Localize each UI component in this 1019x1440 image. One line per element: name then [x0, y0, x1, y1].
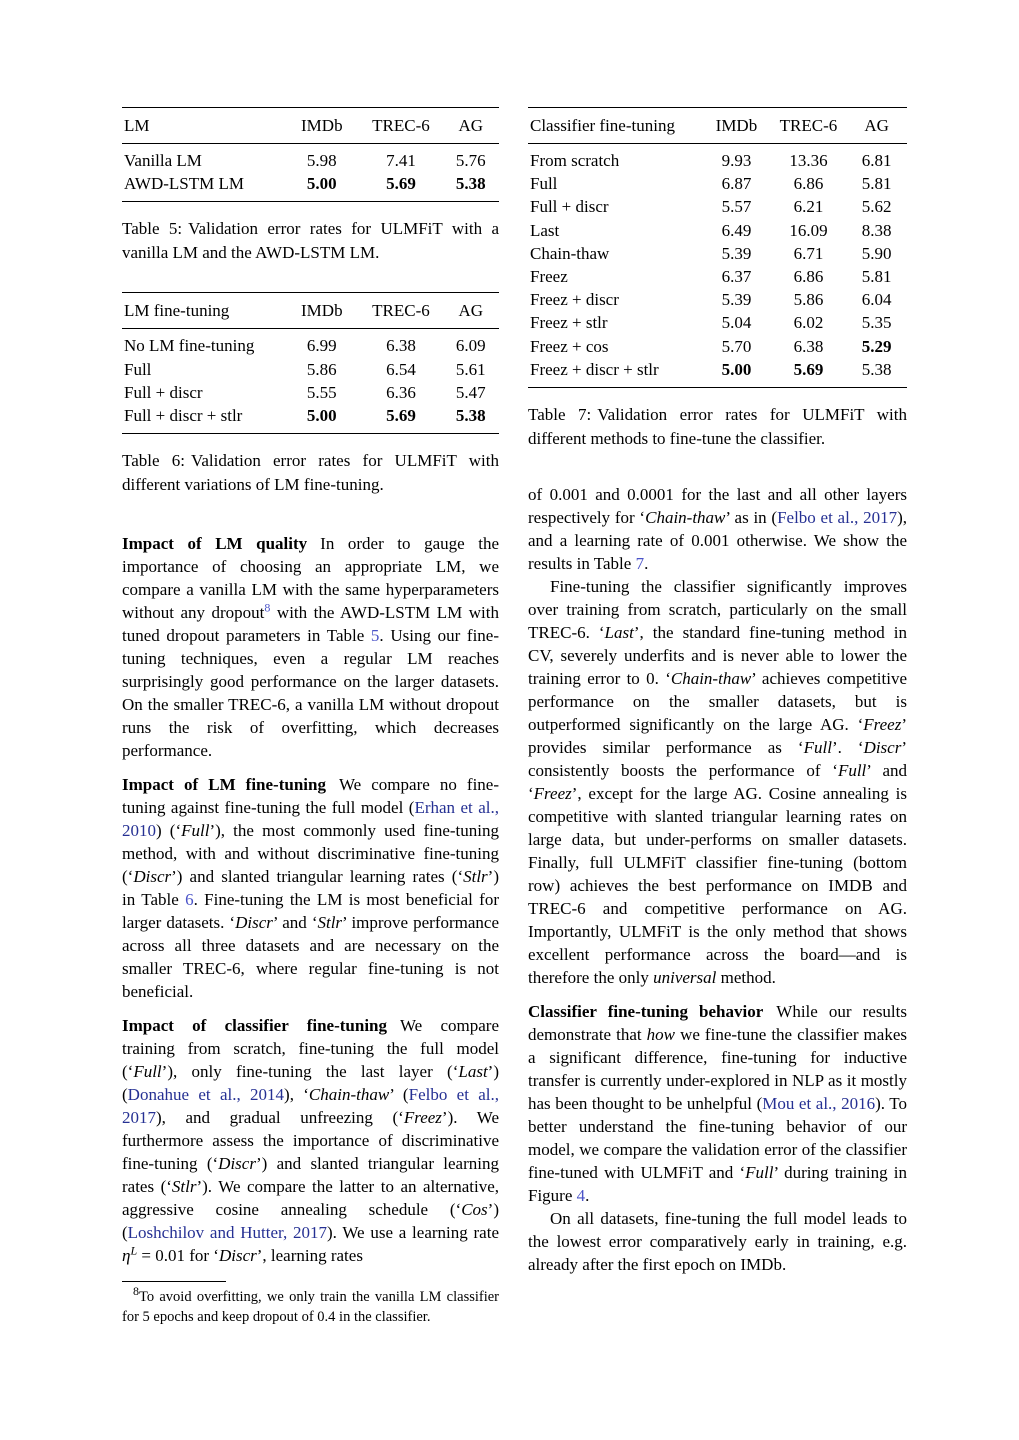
- table-row: [122, 358, 499, 381]
- column-header: AG: [442, 293, 499, 329]
- emphasized-text: Freez: [863, 715, 902, 735]
- row-label: Full + discr: [530, 197, 609, 217]
- table-cell: 6.21: [793, 197, 824, 217]
- paragraph: [528, 1000, 907, 1207]
- table-cell: 9.93: [721, 151, 752, 170]
- emphasized-text: Full: [837, 761, 867, 781]
- paragraph: [122, 1284, 499, 1327]
- emphasized-text: Freez: [533, 784, 572, 804]
- citation-link[interactable]: Felbo et al., 2017: [122, 1085, 500, 1128]
- emphasized-text: Full: [803, 738, 832, 758]
- table-6: [122, 292, 499, 434]
- paragraph: [122, 1014, 499, 1267]
- table-row: [528, 358, 907, 388]
- table-cell: 5.81: [861, 267, 892, 287]
- paragraph-heading: Impact of LM fine-tuning: [122, 775, 326, 795]
- table-cell: 5.98: [306, 151, 337, 170]
- column-header: TREC-6: [360, 293, 443, 329]
- row-label: Last: [530, 220, 560, 240]
- row-label: Freez + stlr: [530, 313, 608, 333]
- text-run: ’ and ‘: [528, 761, 907, 804]
- row-label: Freez + discr: [530, 290, 619, 310]
- text-run: .: [644, 554, 649, 574]
- table-cell: 6.36: [386, 382, 416, 402]
- table-row: [528, 335, 907, 358]
- paragraph-heading: Impact of classifier fine-tuning: [122, 1016, 387, 1036]
- table-cell: 5.69: [386, 174, 416, 194]
- table-cell: 5.00: [721, 359, 752, 379]
- text-run: Fine-tuning the classifier significantly improves over training from scratch, particularly on the small TREC-6. ‘: [528, 577, 907, 643]
- table-row: [122, 404, 499, 434]
- emphasized-text: how: [646, 1025, 676, 1045]
- table-row: [528, 242, 907, 265]
- row-label: Full + discr + stlr: [124, 406, 243, 426]
- column-header: Classifier fine-tuning: [528, 108, 702, 144]
- left-column: [122, 107, 499, 1327]
- table-row: [528, 288, 907, 311]
- column-header: IMDb: [284, 108, 359, 144]
- row-label: Vanilla LM: [124, 151, 202, 170]
- table-5-block: [122, 107, 499, 264]
- emphasized-text: Freez: [403, 1108, 442, 1128]
- table-cell: 8.38: [861, 220, 892, 240]
- column-header: LM fine-tuning: [122, 293, 284, 329]
- emphasized-text: Chain-thaw: [645, 508, 726, 528]
- table-6-caption: [122, 449, 499, 496]
- emphasized-text: Stlr: [463, 867, 488, 887]
- footnote-text: [122, 1284, 499, 1327]
- text-run: ’), the most commonly used fine-tuning method, with and without discriminative fine-tuning (‘: [122, 821, 499, 887]
- table-5: [122, 107, 499, 202]
- table-cell: 5.39: [721, 243, 752, 263]
- table-cell: 6.04: [861, 290, 892, 310]
- emphasized-text: universal: [653, 968, 717, 988]
- table-row: [528, 265, 907, 288]
- text-run: ), and gradual unfreezing (‘: [156, 1108, 404, 1128]
- table-cell: 6.49: [721, 220, 752, 240]
- column-header: IMDb: [284, 293, 359, 329]
- text-run: ’), only fine-tuning the last layer (‘: [161, 1062, 459, 1082]
- table-cell: 6.71: [793, 243, 824, 263]
- table-cell: 16.09: [789, 220, 828, 240]
- emphasized-text: Cos: [461, 1200, 488, 1220]
- table-cell: 6.02: [793, 313, 824, 333]
- text-run: To avoid overfitting, we only train the vanilla LM classifier for 5 epochs and keep dropout of 0.4 in the classifier.: [122, 1289, 499, 1325]
- emphasized-text: Last: [458, 1062, 488, 1082]
- table-cell: 5.00: [306, 406, 337, 426]
- row-label: From scratch: [530, 151, 620, 170]
- table-cell: 5.38: [455, 174, 486, 194]
- table-cell: 5.81: [861, 174, 892, 194]
- column-header: IMDb: [702, 108, 770, 144]
- text-run: ’ achieves competitive performance on the smaller datasets, but is outperformed significantly on the large AG. ‘: [528, 669, 908, 735]
- footnote-marker-link[interactable]: 8: [264, 600, 271, 615]
- table-cell: 7.41: [386, 151, 416, 170]
- text-run: ), ‘: [284, 1085, 309, 1105]
- row-label: Freez + cos: [530, 336, 609, 356]
- text-run: ’, the standard fine-tuning method in CV, severely underfits and is never able to lower the training error to 0. ‘: [528, 623, 907, 689]
- citation-link[interactable]: Erhan et al., 2010: [122, 798, 499, 841]
- table-row: [122, 381, 499, 404]
- emphasized-text: Discr: [218, 1246, 257, 1266]
- table-cell: 6.87: [721, 174, 752, 194]
- table-cell: 5.57: [721, 197, 752, 217]
- text-run: we fine-tune the classifier makes a significant difference, fine-tuning for inductive transfer is currently under-explored in NLP as it mostly has been thought to be unhelpful (: [528, 1025, 907, 1114]
- table-7: [528, 107, 907, 388]
- table-cell: 5.86: [793, 290, 824, 310]
- cross-reference-link[interactable]: 7: [635, 554, 645, 574]
- row-label: Full + discr: [124, 382, 203, 402]
- right-body-text: [528, 483, 907, 1276]
- table-cell: 6.81: [861, 151, 892, 170]
- table-cell: 6.86: [793, 267, 824, 287]
- table-7-caption: [528, 403, 907, 450]
- emphasized-text: Stlr: [317, 913, 343, 933]
- caption-text: Validation error rates for ULMFiT with a vanilla LM and the AWD-LSTM LM.: [122, 219, 500, 262]
- table-cell: 5.38: [455, 406, 486, 426]
- table-cell: 5.55: [306, 382, 337, 402]
- right-column: [528, 107, 907, 1276]
- footnote: [122, 1281, 499, 1327]
- table-cell: 5.00: [306, 174, 337, 194]
- table-6-block: [122, 292, 499, 496]
- caption-text: Validation error rates for ULMFiT with different variations of LM fine-tuning.: [122, 451, 499, 494]
- text-run: . Using our fine-tuning techniques, even a regular LM reaches surprisingly good performance on the larger datasets. On the smaller TREC-6, a vanilla LM without dropout runs the risk of overfitting, which decreases performance.: [122, 626, 499, 761]
- text-run: ’) and slanted triangular learning rates (‘: [122, 1154, 499, 1197]
- text-run: ) (‘: [156, 821, 182, 841]
- column-header: AG: [442, 108, 499, 144]
- paragraph: [122, 532, 499, 762]
- emphasized-text: Discr: [218, 1154, 256, 1174]
- caption-label: Table 6:: [122, 451, 185, 471]
- table-5-caption: [122, 217, 499, 264]
- left-body-text: [122, 532, 499, 1267]
- paragraph-heading: Impact of LM quality: [122, 534, 308, 554]
- table-row: [528, 172, 907, 195]
- table-cell: 5.04: [721, 313, 752, 333]
- text-run: ’, except for the large AG. Cosine annealing is competitive with slanted triangular learning rates on large data, but under-performs on smaller datasets. Finally, full ULMFiT classifier fine-tuning (bottom row) achieves the best performance on IMDB and TREC-6 and competitive performance on AG. Importantly, ULMFiT is the only method that shows excellent performance across the board—and is therefore the only: [528, 784, 907, 988]
- math-superscript: L: [130, 1243, 138, 1258]
- table-row: [528, 219, 907, 242]
- table-cell: 5.38: [861, 359, 892, 379]
- paragraph: [528, 483, 907, 575]
- text-run: ’). We furthermore assess the importance of discriminative fine-tuning (‘: [122, 1108, 499, 1174]
- cross-reference-link[interactable]: 4: [576, 1186, 586, 1206]
- citation-link[interactable]: Loshchilov and Hutter, 2017: [127, 1223, 327, 1243]
- emphasized-text: Stlr: [171, 1177, 197, 1197]
- caption-label: Table 5:: [122, 219, 183, 239]
- paragraph: [528, 575, 907, 989]
- table-cell: 6.99: [306, 336, 337, 356]
- emphasized-text: Chain-thaw: [308, 1085, 390, 1105]
- table-cell: 6.38: [793, 336, 824, 356]
- text-run: . Fine-tuning the LM is most beneficial for larger datasets. ‘: [122, 890, 499, 933]
- text-run: .: [585, 1186, 590, 1206]
- paragraph: [528, 1207, 907, 1276]
- text-run: ’ improve performance across all three datasets and are necessary on the smaller TREC-6, where regular fine-tuning is not beneficial.: [122, 913, 499, 1002]
- table-cell: 5.90: [861, 243, 892, 263]
- text-run: of 0.001 and 0.0001 for the last and all other layers respectively for ‘: [528, 485, 907, 528]
- text-run: = 0.01 for ‘: [137, 1246, 219, 1266]
- paragraph: [122, 773, 499, 1003]
- text-run: ’ during training in Figure: [528, 1163, 907, 1206]
- citation-link[interactable]: Felbo et al., 2017: [777, 508, 898, 528]
- text-run: ’ as in (: [725, 508, 778, 528]
- row-label: AWD-LSTM LM: [124, 174, 244, 194]
- text-run: ). To better understand the fine-tuning behavior of our model, we compare the validation error of the classifier fine-tuned with ULMFiT and ‘: [528, 1094, 908, 1183]
- footnote-rule: [122, 1281, 226, 1282]
- table-row: [122, 144, 499, 173]
- table-header-row: [122, 293, 499, 329]
- emphasized-text: Chain-thaw: [670, 669, 752, 689]
- emphasized-text: Discr: [863, 738, 902, 758]
- table-row: [528, 195, 907, 218]
- table-cell: 6.37: [721, 267, 752, 287]
- table-cell: 6.54: [386, 359, 416, 379]
- table-cell: 13.36: [789, 151, 828, 170]
- footnote-number: 8: [133, 1284, 139, 1299]
- citation-link[interactable]: Mou et al., 2016: [762, 1094, 876, 1114]
- column-header: LM: [122, 108, 284, 144]
- emphasized-text: Full: [181, 821, 210, 841]
- text-run: ’) (: [122, 1200, 499, 1243]
- table-cell: 6.38: [386, 336, 416, 356]
- text-run: ’ (: [389, 1085, 409, 1105]
- table-row: [122, 329, 499, 358]
- table-cell: 5.86: [306, 359, 337, 379]
- text-run: ’ provides similar performance as ‘: [528, 715, 907, 758]
- table-cell: 5.29: [861, 336, 892, 356]
- row-label: Full: [530, 174, 558, 194]
- table-6-lm-fine-tuning: [122, 292, 499, 434]
- table-row: [528, 311, 907, 334]
- row-label: Chain-thaw: [530, 243, 610, 263]
- emphasized-text: Full: [133, 1062, 162, 1082]
- caption-label: Table 7:: [528, 405, 592, 425]
- citation-link[interactable]: Donahue et al., 2014: [127, 1085, 285, 1105]
- text-run: We compare no fine-tuning against fine-tuning the full model (: [122, 775, 499, 818]
- text-run: ). We use a learning rate: [326, 1223, 499, 1243]
- table-row: [528, 144, 907, 173]
- emphasized-text: Full: [745, 1163, 774, 1183]
- emphasized-text: η: [122, 1246, 131, 1266]
- text-run: In order to gauge the importance of choosing an appropriate LM, we compare a vanilla LM with the same hyperparameters without any dropout: [122, 534, 499, 623]
- text-run: ’ and ‘: [272, 913, 318, 933]
- table-cell: 6.09: [455, 336, 486, 356]
- table-cell: 5.39: [721, 290, 752, 310]
- table-header-row: [122, 108, 499, 144]
- table-cell: 5.70: [721, 336, 752, 356]
- text-run: ’ consistently boosts the performance of ‘: [528, 738, 907, 781]
- table-cell: 5.62: [861, 197, 892, 217]
- table-cell: 5.47: [455, 382, 486, 402]
- text-run: ’) (: [122, 1062, 499, 1105]
- table-cell: 5.35: [861, 313, 892, 333]
- text-run: ’). We compare the latter to an alternative, aggressive cosine annealing schedule (‘: [122, 1177, 499, 1220]
- text-run: ’. ‘: [831, 738, 864, 758]
- table-cell: 5.76: [455, 151, 486, 170]
- emphasized-text: Discr: [133, 867, 172, 887]
- row-label: Freez + discr + stlr: [530, 359, 659, 379]
- text-run: ), and a learning rate of 0.001 otherwise. We show the results in Table: [528, 508, 907, 574]
- cross-reference-link[interactable]: 6: [185, 890, 194, 910]
- column-header: AG: [846, 108, 907, 144]
- table-row: [122, 172, 499, 202]
- text-run: method.: [716, 968, 776, 988]
- caption-text: Validation error rates for ULMFiT with different methods to fine-tune the classifier.: [528, 405, 907, 448]
- emphasized-text: Last: [604, 623, 634, 643]
- table-header-row: [528, 108, 907, 144]
- emphasized-text: Discr: [235, 913, 273, 933]
- table-5-lm-quality: [122, 107, 499, 202]
- table-7-block: [528, 107, 907, 450]
- text-run: with the AWD-LSTM LM with tuned dropout parameters in Table: [122, 603, 499, 646]
- text-run: ’, learning rates: [256, 1246, 363, 1266]
- text-run: ’) in Table: [122, 867, 499, 910]
- row-label: Full: [124, 359, 152, 379]
- text-run: We compare training from scratch, fine-tuning the full model (‘: [122, 1016, 499, 1082]
- paragraph-heading: Classifier fine-tuning behavior: [528, 1002, 764, 1022]
- table-cell: 5.61: [455, 359, 486, 379]
- text-run: While our results demonstrate that: [528, 1002, 907, 1045]
- table-cell: 5.69: [793, 359, 824, 379]
- text-run: On all datasets, fine-tuning the full model leads to the lowest error comparatively early in training, e.g. already after the first epoch on IMDb.: [528, 1209, 907, 1275]
- table-7-classifier-fine-tuning: [528, 107, 907, 388]
- column-header: TREC-6: [771, 108, 847, 144]
- text-run: ’) and slanted triangular learning rates (‘: [171, 867, 464, 887]
- row-label: No LM fine-tuning: [124, 336, 255, 356]
- table-cell: 6.86: [793, 174, 824, 194]
- column-header: TREC-6: [360, 108, 443, 144]
- row-label: Freez: [530, 267, 568, 287]
- cross-reference-link[interactable]: 5: [370, 626, 380, 646]
- table-cell: 5.69: [386, 406, 416, 426]
